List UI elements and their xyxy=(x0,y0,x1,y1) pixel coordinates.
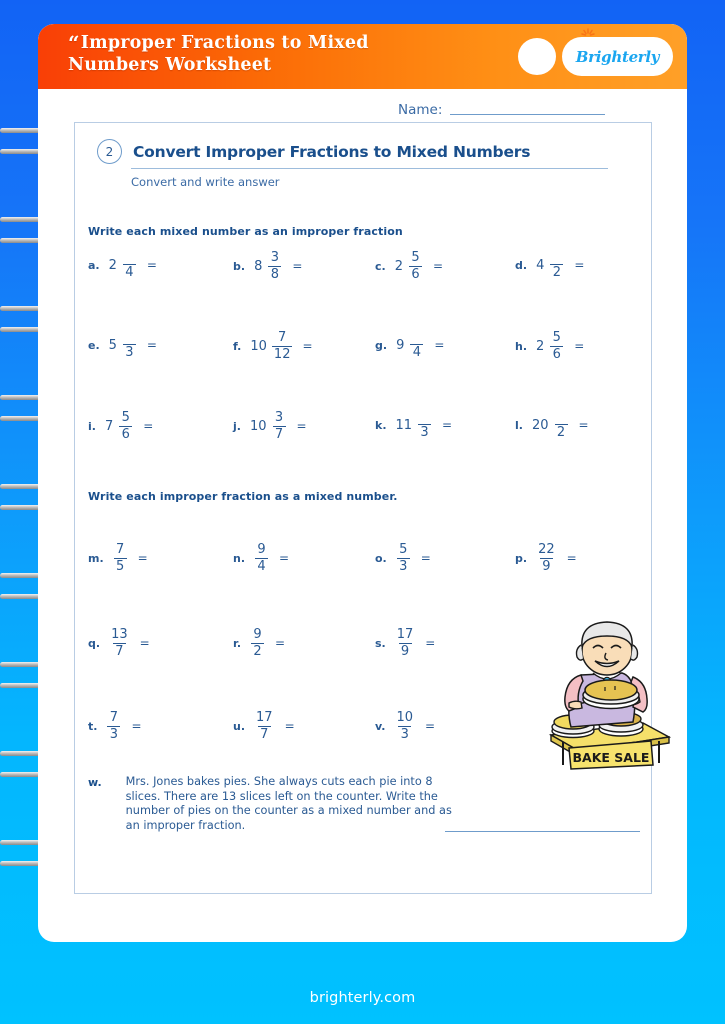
problem-letter: h. xyxy=(515,339,528,353)
fraction-denominator: 4 xyxy=(123,264,136,280)
fraction-denominator: 6 xyxy=(409,266,422,282)
equals-sign: = xyxy=(574,258,585,273)
equals-sign: = xyxy=(434,338,445,353)
fraction-numerator: 5 xyxy=(552,330,561,345)
fraction-denominator: 3 xyxy=(107,726,120,742)
problem-letter: n. xyxy=(233,551,246,565)
page-footer xyxy=(0,972,725,1024)
fraction xyxy=(118,411,133,441)
equals-sign: = xyxy=(574,339,585,354)
fraction-denominator: 4 xyxy=(255,558,268,574)
name-label: Name: xyxy=(398,102,443,118)
problem-letter: b. xyxy=(233,259,246,273)
footer-url: brighterly.com xyxy=(309,990,416,1006)
problem-item[interactable] xyxy=(515,543,577,573)
equals-sign: = xyxy=(146,338,157,353)
fraction xyxy=(106,711,121,741)
fraction xyxy=(549,251,564,280)
whole-number: 5 xyxy=(108,337,117,353)
whole-number: 2 xyxy=(394,258,403,274)
problem-item[interactable] xyxy=(515,251,584,280)
worksheet-header xyxy=(38,24,687,89)
equals-sign: = xyxy=(292,259,303,274)
problem-item[interactable] xyxy=(88,543,148,573)
problem-letter: e. xyxy=(88,338,100,352)
problem-item[interactable] xyxy=(233,331,313,361)
fraction-numerator: 5 xyxy=(121,410,130,425)
fraction-numerator xyxy=(423,411,427,424)
fraction xyxy=(272,331,293,361)
fraction xyxy=(394,711,415,741)
problem-item[interactable] xyxy=(88,411,153,441)
fraction-numerator: 10 xyxy=(396,710,413,725)
fraction-numerator: 9 xyxy=(253,627,262,642)
fraction xyxy=(122,331,137,360)
fraction-numerator: 17 xyxy=(396,627,414,642)
fraction-numerator: 22 xyxy=(538,542,555,557)
fraction xyxy=(109,628,130,658)
problem-item[interactable] xyxy=(233,711,295,741)
equals-sign: = xyxy=(275,636,286,651)
fraction xyxy=(395,628,416,658)
fraction xyxy=(417,411,432,440)
whole-number: 20 xyxy=(531,417,549,433)
fraction xyxy=(122,251,137,280)
equals-sign: = xyxy=(432,259,444,274)
problem-letter: p. xyxy=(515,551,528,565)
fraction-numerator: 3 xyxy=(270,250,279,265)
problem-item[interactable] xyxy=(233,411,307,441)
problem-item[interactable] xyxy=(375,331,444,360)
equals-sign: = xyxy=(143,419,154,434)
fraction-denominator: 3 xyxy=(397,558,410,574)
equals-sign: = xyxy=(146,258,157,273)
instruction-improper-to-mixed: Write each improper fraction as a mixed number. xyxy=(88,490,398,503)
fraction-numerator: 5 xyxy=(399,542,408,557)
fraction-numerator xyxy=(127,251,131,264)
fraction-denominator: 7 xyxy=(113,643,126,659)
worksheet-content-frame xyxy=(74,122,652,894)
fraction xyxy=(267,251,282,281)
problem-letter: t. xyxy=(88,719,98,733)
instruction-mixed-to-improper: Write each mixed number as an improper fraction xyxy=(88,225,403,238)
problem-item[interactable] xyxy=(88,251,157,280)
equals-sign: = xyxy=(425,636,436,651)
fraction-denominator: 9 xyxy=(399,643,412,659)
page-title-line2: Numbers Worksheet xyxy=(68,55,272,75)
problem-letter: g. xyxy=(375,338,388,352)
equals-sign: = xyxy=(137,551,148,566)
fraction-denominator: 7 xyxy=(258,726,271,742)
fraction-denominator: 7 xyxy=(273,426,286,442)
page-title xyxy=(68,32,468,76)
problem-letter: m. xyxy=(88,551,104,565)
fraction-denominator: 2 xyxy=(555,424,568,440)
problem-item[interactable] xyxy=(375,711,435,741)
whole-number: 10 xyxy=(250,338,267,354)
whole-number: 10 xyxy=(249,418,267,434)
svg-text:BAKE SALE: BAKE SALE xyxy=(572,750,650,765)
fraction-numerator: 13 xyxy=(111,627,128,642)
name-input-line[interactable] xyxy=(450,114,605,115)
problem-item[interactable] xyxy=(88,711,142,741)
problem-letter: q. xyxy=(88,636,101,650)
name-field-row xyxy=(398,102,605,118)
equals-sign: = xyxy=(425,719,436,734)
whole-number: 11 xyxy=(395,417,413,433)
problem-row xyxy=(75,411,653,459)
section-number-badge: 2 xyxy=(97,139,122,164)
fraction xyxy=(272,411,287,441)
fraction-denominator: 4 xyxy=(410,344,423,360)
word-problem xyxy=(88,775,456,833)
problem-letter: k. xyxy=(375,418,387,432)
equals-sign: = xyxy=(296,419,307,434)
section-header xyxy=(97,139,530,164)
problem-item[interactable] xyxy=(88,331,157,360)
fraction-denominator: 2 xyxy=(550,264,563,280)
fraction-numerator: 17 xyxy=(256,710,273,725)
fraction xyxy=(409,331,424,360)
problem-item[interactable] xyxy=(515,411,589,440)
fraction-numerator: 7 xyxy=(109,710,119,725)
fraction-numerator xyxy=(559,411,563,424)
whole-number: 2 xyxy=(536,338,545,354)
fraction-denominator: 2 xyxy=(251,643,264,659)
fraction-numerator xyxy=(555,251,559,264)
equals-sign: = xyxy=(302,339,313,354)
equals-sign: = xyxy=(578,418,589,433)
fraction xyxy=(254,711,275,741)
problem-item[interactable] xyxy=(88,628,150,658)
baker-illustration xyxy=(543,615,673,770)
problem-row xyxy=(75,543,653,591)
quote-mark-icon: “ xyxy=(68,31,80,55)
fraction-numerator: 3 xyxy=(274,410,284,425)
problem-letter: r. xyxy=(233,636,242,650)
fraction xyxy=(549,331,564,361)
whole-number: 2 xyxy=(108,257,117,273)
worksheet-sheet xyxy=(38,24,687,942)
equals-sign: = xyxy=(566,551,577,566)
word-problem-letter: w. xyxy=(88,776,102,789)
fraction-numerator: 7 xyxy=(116,542,125,557)
problem-letter: a. xyxy=(88,258,100,272)
section-subtitle: Convert and write answer xyxy=(131,175,280,189)
whole-number: 8 xyxy=(254,258,263,274)
fraction xyxy=(554,411,569,440)
equals-sign: = xyxy=(442,418,453,433)
fraction-denominator: 8 xyxy=(268,266,281,282)
word-problem-text: Mrs. Jones bakes pies. She always cuts each pie into 8 slices. There are 13 slices left on the counter. Write the number of pies on the counter as a mixed number and as an improper fraction. xyxy=(125,775,452,832)
fraction-denominator: 6 xyxy=(119,426,132,442)
equals-sign: = xyxy=(131,719,142,734)
problem-letter: c. xyxy=(375,259,386,273)
fraction xyxy=(536,543,557,573)
problem-item[interactable] xyxy=(515,331,584,361)
fraction-numerator: 9 xyxy=(257,542,266,557)
problem-item[interactable] xyxy=(375,411,452,440)
fraction-denominator: 3 xyxy=(418,424,431,440)
fraction-denominator: 6 xyxy=(550,346,563,362)
equals-sign: = xyxy=(420,551,431,566)
problem-letter: o. xyxy=(375,551,387,565)
problem-row xyxy=(75,331,653,379)
fraction xyxy=(254,543,269,573)
section-title-rule xyxy=(131,168,608,169)
brighterly-logo[interactable] xyxy=(562,37,673,76)
problem-letter: j. xyxy=(233,419,241,433)
problem-item[interactable] xyxy=(233,628,285,658)
word-problem-answer-line[interactable] xyxy=(445,831,640,832)
page-title-line1: Improper Fractions to Mixed xyxy=(80,33,369,53)
brighterly-logo-text: Brighterly xyxy=(575,47,660,66)
problem-item[interactable] xyxy=(233,251,302,281)
whole-number: 9 xyxy=(396,337,405,353)
equals-sign: = xyxy=(284,719,295,734)
fraction xyxy=(113,543,128,573)
fraction-numerator xyxy=(127,331,131,344)
problem-item[interactable] xyxy=(375,543,431,573)
problem-letter: v. xyxy=(375,719,386,733)
fraction-numerator: 5 xyxy=(411,250,420,265)
fraction xyxy=(396,543,411,573)
fraction-denominator: 12 xyxy=(273,346,291,362)
fraction-denominator: 5 xyxy=(114,558,127,574)
problem-item[interactable] xyxy=(233,543,289,573)
whole-number: 4 xyxy=(536,257,545,273)
problem-letter: d. xyxy=(515,258,528,272)
fraction-numerator xyxy=(415,331,419,344)
fraction-numerator: 7 xyxy=(278,330,287,345)
section-title: Convert Improper Fractions to Mixed Numbers xyxy=(133,142,531,161)
problem-letter: u. xyxy=(233,719,246,733)
fraction xyxy=(408,251,423,281)
fraction-denominator: 9 xyxy=(540,558,553,574)
header-oval-decoration xyxy=(518,38,556,75)
problem-letter: i. xyxy=(88,419,96,433)
problem-letter: f. xyxy=(233,339,242,353)
problem-letter: l. xyxy=(515,418,523,432)
problem-item[interactable] xyxy=(375,251,443,281)
fraction-denominator: 3 xyxy=(123,344,136,360)
sunburst-icon xyxy=(581,28,595,40)
fraction xyxy=(250,628,265,658)
problem-row xyxy=(75,251,653,299)
problem-letter: s. xyxy=(375,636,386,650)
whole-number: 7 xyxy=(104,418,114,434)
fraction-denominator: 3 xyxy=(398,726,411,742)
equals-sign: = xyxy=(279,551,290,566)
problem-item[interactable] xyxy=(375,628,435,658)
equals-sign: = xyxy=(139,636,150,651)
